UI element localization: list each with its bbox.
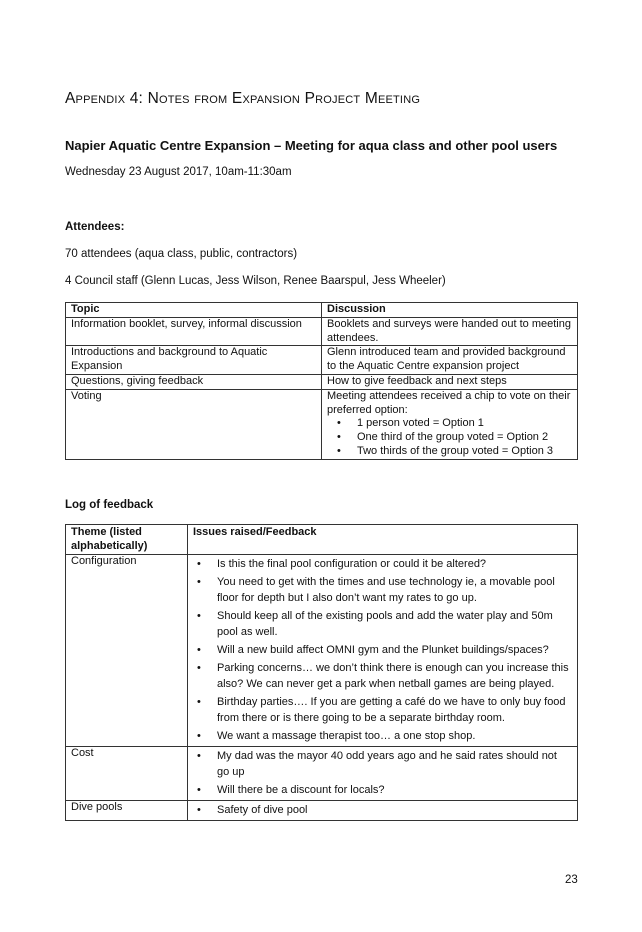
meeting-title: Napier Aquatic Centre Expansion – Meeting for aqua class and other pool users	[65, 138, 558, 153]
feedback-cell	[188, 800, 578, 820]
feedback-list	[193, 748, 572, 798]
table-row	[66, 389, 578, 459]
vote-list	[327, 417, 572, 458]
topic-cell: Introductions and background to Aquatic Expansion	[66, 346, 322, 375]
feedback-table	[65, 524, 578, 821]
column-header: Discussion	[322, 303, 578, 318]
theme-cell: Configuration	[66, 554, 188, 746]
list-item: • 1 person voted = Option 1	[351, 417, 572, 431]
table-row	[66, 374, 578, 389]
appendix-title: Appendix 4: Notes from Expansion Project Meeting	[65, 90, 421, 107]
table-header-row	[66, 525, 578, 555]
list-item: • Should keep all of the existing pools and add the water play and 50m pool as well.	[217, 608, 572, 640]
discussion-cell: Glenn introduced team and provided background to the Aquatic Centre expansion project	[322, 346, 578, 375]
list-item: • One third of the group voted = Option 2	[351, 431, 572, 445]
log-heading: Log of feedback	[65, 499, 154, 511]
feedback-list	[193, 556, 572, 744]
page-number: 23	[565, 874, 578, 886]
topics-table	[65, 302, 578, 460]
column-header: Topic	[66, 303, 322, 318]
topic-cell: Voting	[66, 389, 322, 459]
discussion-text: Meeting attendees received a chip to vote on their preferred option:	[327, 389, 571, 416]
theme-cell: Cost	[66, 746, 188, 800]
feedback-cell	[188, 746, 578, 800]
table-row	[66, 554, 578, 746]
list-item: • Parking concerns… we don’t think there is enough can you increase this also? We can never get a park when netball games are being played.	[217, 660, 572, 692]
attendees-staff: 4 Council staff (Glenn Lucas, Jess Wilson, Renee Baarspul, Jess Wheeler)	[65, 275, 446, 287]
discussion-cell: Booklets and surveys were handed out to meeting attendees.	[322, 317, 578, 346]
list-item: • You need to get with the times and use technology ie, a movable pool floor for depth but I also don’t want my rates to go up.	[217, 574, 572, 606]
list-item: • Safety of dive pool	[217, 802, 572, 818]
column-header: Theme (listed alphabetically)	[66, 525, 188, 555]
table-row	[66, 746, 578, 800]
table-row	[66, 800, 578, 820]
attendees-public: 70 attendees (aqua class, public, contractors)	[65, 248, 298, 260]
list-item: • Is this the final pool configuration or could it be altered?	[217, 556, 572, 572]
list-item: • Will there be a discount for locals?	[217, 782, 572, 798]
list-item: • Two thirds of the group voted = Option 3	[351, 445, 572, 459]
table-row	[66, 317, 578, 346]
topic-cell: Information booklet, survey, informal discussion	[66, 317, 322, 346]
feedback-cell	[188, 554, 578, 746]
table-header-row	[66, 303, 578, 318]
table-row	[66, 346, 578, 375]
theme-cell: Dive pools	[66, 800, 188, 820]
column-header: Issues raised/Feedback	[188, 525, 578, 555]
list-item: • Will a new build affect OMNI gym and the Plunket buildings/spaces?	[217, 642, 572, 658]
list-item: • Birthday parties…. If you are getting a café do we have to only buy food from there or is there going to be a separate birthday room.	[217, 694, 572, 726]
feedback-list	[193, 802, 572, 818]
list-item: • My dad was the mayor 40 odd years ago and he said rates should not go up	[217, 748, 572, 780]
attendees-heading: Attendees:	[65, 221, 125, 233]
list-item: • We want a massage therapist too… a one stop shop.	[217, 728, 572, 744]
topic-cell: Questions, giving feedback	[66, 374, 322, 389]
discussion-cell: How to give feedback and next steps	[322, 374, 578, 389]
meeting-date: Wednesday 23 August 2017, 10am-11:30am	[65, 166, 292, 178]
discussion-cell	[322, 389, 578, 459]
